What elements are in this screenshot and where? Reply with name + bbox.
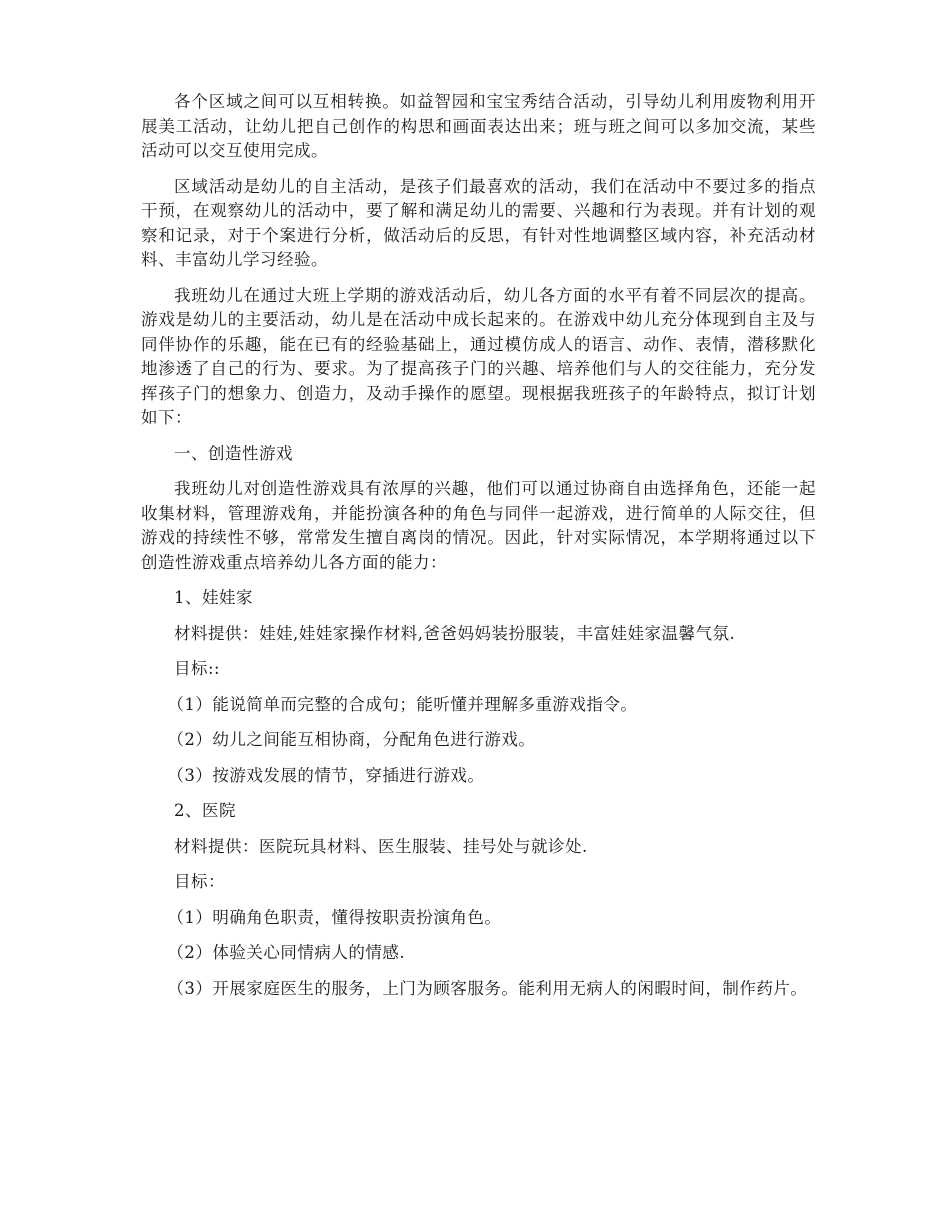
doll-house-materials: 材料提供：娃娃,娃娃家操作材料,爸爸妈妈装扮服装，丰富娃娃家温馨气氛.: [174, 623, 736, 643]
subsection-title-doll-house: 1、娃娃家: [174, 588, 253, 607]
doll-house-goals-label: 目标::: [174, 659, 221, 678]
paragraph-area-activities: 区域活动是幼儿的自主活动，是孩子们最喜欢的活动，我们在活动中不要过多的指点干预，在观察幼儿的活动中，要了解和满足幼儿的需要、兴趣和行为表现。并有计划的观察和记录，对于个案进行分析，做活动后的反思，有针对性地调整区域内容，补充活动材料、丰富幼儿学习经验。: [141, 176, 816, 269]
doll-house-goal-1: （1）能说简单而完整的合成句；能听懂并理解多重游戏指令。: [167, 694, 638, 714]
hospital-goals-label: 目标：: [174, 872, 225, 891]
hospital-materials: 材料提供：医院玩具材料、医生服装、挂号处与就诊处.: [174, 836, 588, 856]
paragraph-area-switching: 各个区域之间可以互相转换。如益智园和宝宝秀结合活动，引导幼儿利用废物利用开展美工活动，让幼儿把自己创作的构思和画面表达出来；班与班之间可以多加交流，某些活动可以交互使用完成。: [141, 92, 816, 160]
paragraph-creative-games: 我班幼儿对创造性游戏具有浓厚的兴趣，他们可以通过协商自由选择角色，还能一起收集材料，管理游戏角，并能扮演各种的角色与同伴一起游戏，进行简单的人际交往，但游戏的持续性不够，常常发生擅自离岗的情况。因此，针对实际情况，本学期将通过以下创造性游戏重点培养幼儿各方面的能力：: [141, 479, 816, 572]
section-heading-creative-games: 一、创造性游戏: [174, 443, 293, 463]
document-body: [141, 90, 816, 1012]
hospital-goal-1: （1）明确角色职责，懂得按职责扮演角色。: [167, 907, 502, 927]
subsection-title-hospital: 2、医院: [174, 801, 236, 820]
doll-house-goal-2: （2）幼儿之间能互相协商，分配角色进行游戏。: [167, 730, 536, 749]
hospital-goal-3: （3）开展家庭医生的服务，上门为顾客服务。能利用无病人的闲暇时间，制作药片。: [167, 978, 808, 998]
doll-house-goal-3: （3）按游戏发展的情节，穿插进行游戏。: [167, 765, 485, 785]
paragraph-class-overview: 我班幼儿在通过大班上学期的游戏活动后，幼儿各方面的水平有着不同层次的提高。游戏是幼儿的主要活动，幼儿是在活动中成长起来的。在游戏中幼儿充分体现到自主及与同伴协作的乐趣，能在已有的经验基础上，通过模仿成人的语言、动作、表情，潜移默化地渗透了自己的行为、要求。为了提高孩子门的兴趣、培养他们与人的交往能力，充分发挥孩子门的想象力、创造力，及动手操作的愿望。现根据我班孩子的年龄特点，拟订计划如下：: [141, 285, 816, 427]
hospital-goal-2: （2）体验关心同情病人的情感.: [167, 943, 406, 962]
